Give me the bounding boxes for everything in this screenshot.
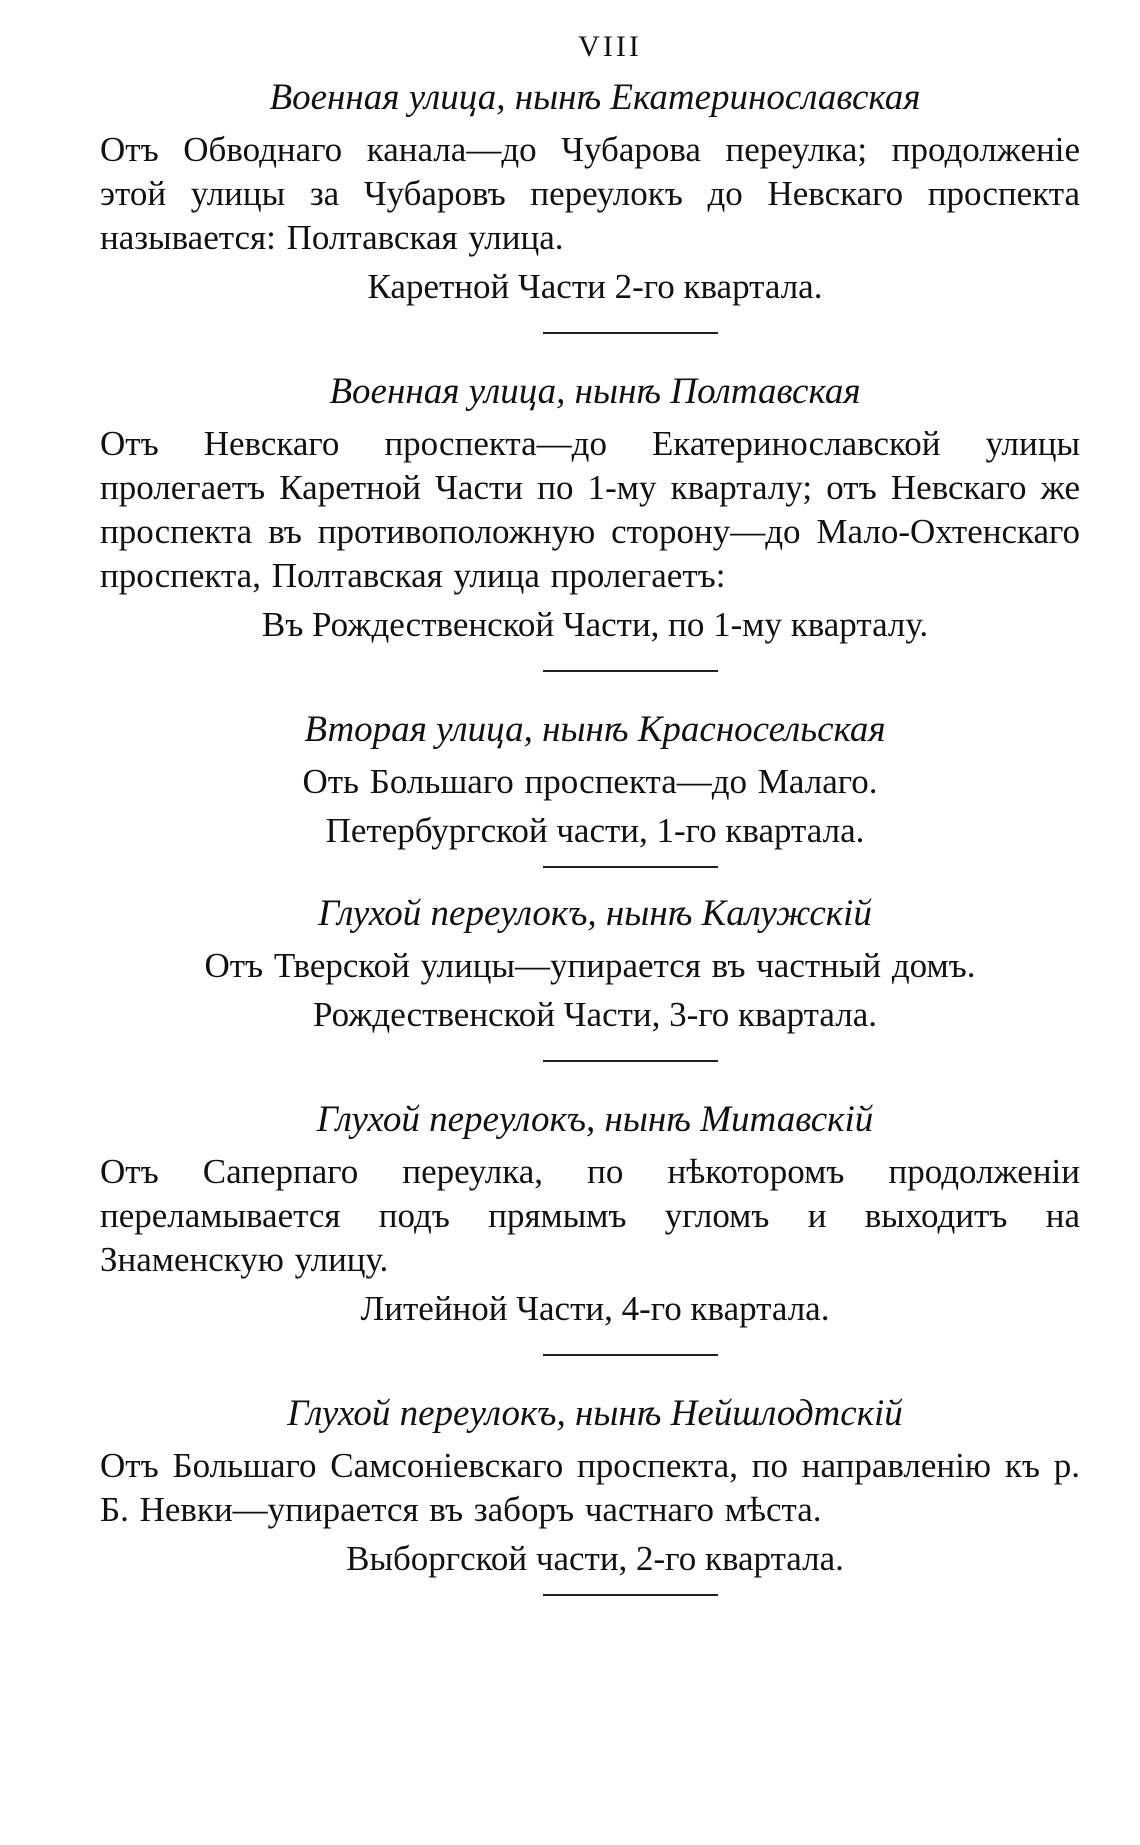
section-divider <box>543 866 718 868</box>
street-entry-vtoraya-krasnoselskaya <box>100 706 1080 854</box>
entry-district: Петербургской части, 1-го квартала. <box>325 811 865 850</box>
entry-district: Выборгской части, 2-го квартала. <box>346 1539 844 1578</box>
entry-title: Глухой переулокъ, нынѣ Калужскій <box>318 893 872 934</box>
section-divider <box>543 332 718 334</box>
entry-title: Глухой переулокъ, нынѣ Митавскій <box>316 1099 874 1140</box>
street-entry-glukhoy-neyshlodtsky <box>100 1390 1080 1582</box>
entry-title: Вторая улица, нынѣ Красносельская <box>304 709 886 750</box>
street-entry-voennaya-poltavskaya <box>100 368 1080 648</box>
entry-description: Отъ Саперпаго переулка, по нѣкоторомъ продолженіи переламывается подъ прямымъ угломъ и выходитъ на Знаменскую улицу. <box>100 1152 1080 1279</box>
entry-title: Глухой переулокъ, нынѣ Нейшлодтскій <box>287 1393 903 1434</box>
entry-title: Военная улица, нынѣ Полтавская <box>329 371 861 412</box>
section-divider <box>543 1354 718 1356</box>
entry-description: Отъ Обводнаго канала—до Чубарова переулка; продолженіе этой улицы за Чубаровъ переулокъ до Невскаго проспекта называется: Полтавская улица. <box>100 130 1080 257</box>
entry-description: Оть Большаго проспекта—до Малаго. <box>302 762 878 801</box>
entry-title: Военная улица, нынѣ Екатеринославская <box>269 77 921 118</box>
street-entry-voennaya-ekaterinoslavskaya <box>100 74 1080 310</box>
section-divider <box>543 1594 718 1596</box>
entry-description: Отъ Тверской улицы—упирается въ частный домъ. <box>204 946 976 985</box>
entry-district: Въ Рождественской Части, по 1-му кварталу. <box>261 605 929 644</box>
entry-description: Отъ Невскаго проспекта—до Екатеринославской улицы пролегаетъ Каретной Части по 1-му кварталу; отъ Невскаго же проспекта въ противоположную сторону—до Мало-Охтенскаго проспекта, Полтавская улица пролегаетъ: <box>100 424 1080 595</box>
entry-district: Рождественской Части, 3-го квартала. <box>313 995 877 1034</box>
entry-district: Каретной Части 2-го квартала. <box>367 267 823 306</box>
entry-district: Литейной Части, 4-го квартала. <box>360 1289 830 1328</box>
section-divider <box>543 670 718 672</box>
street-entry-glukhoy-kaluzhsky <box>100 890 1080 1038</box>
street-entry-glukhoy-mitavsky <box>100 1096 1080 1332</box>
entry-description: Отъ Большаго Самсоніевскаго проспекта, по направленію къ р. Б. Невки—упирается въ заборъ частнаго мѣста. <box>100 1446 1080 1529</box>
page-number: VIII <box>578 30 642 63</box>
section-divider <box>543 1060 718 1062</box>
